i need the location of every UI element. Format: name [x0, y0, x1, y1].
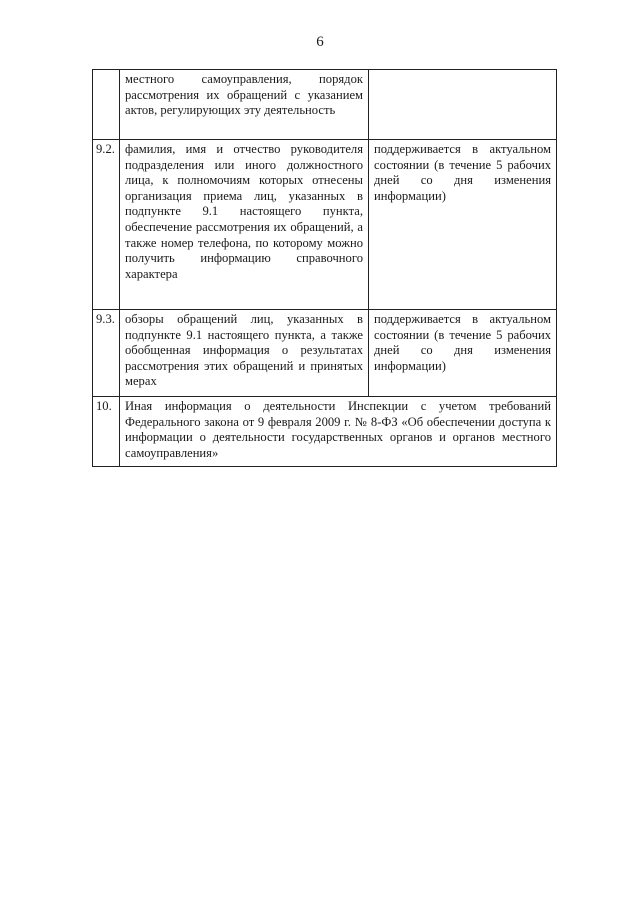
table-row — [93, 397, 557, 467]
row-description: обзоры обращений лиц, указанных в подпункте 9.1 настоящего пункта, а также обобщенная информация о результатах рассмотрения этих обращений и принятых мерах — [120, 310, 369, 397]
row-number — [93, 70, 120, 140]
table-row — [93, 310, 557, 397]
row-description: фамилия, имя и отчество руководителя подразделения или иного должностного лица, к полномочиям которых отнесены организация приема лиц, указанных в подпункте 9.1 настоящего пункта, обеспечение рассмотрения их обращений, а также номер телефона, по которому можно получить информацию справочного характера — [120, 140, 369, 310]
row-number: 10. — [93, 397, 120, 467]
row-status — [369, 70, 557, 140]
page-number: 6 — [316, 34, 324, 50]
row-number: 9.2. — [93, 140, 120, 310]
table-row — [93, 70, 557, 140]
row-description: местного самоуправления, порядок рассмотрения их обращений с указанием актов, регулирующих эту деятельность — [120, 70, 369, 140]
table-row — [93, 140, 557, 310]
row-number: 9.3. — [93, 310, 120, 397]
row-description: Иная информация о деятельности Инспекции с учетом требований Федерального закона от 9 февраля 2009 г. № 8-ФЗ «Об обеспечении доступа к информации о деятельности государственных органов и органов местного самоуправления» — [120, 397, 557, 467]
row-status: поддерживается в актуальном состоянии (в течение 5 рабочих дней со дня изменения информации) — [369, 140, 557, 310]
row-status: поддерживается в актуальном состоянии (в течение 5 рабочих дней со дня изменения информации) — [369, 310, 557, 397]
information-table — [92, 69, 557, 467]
